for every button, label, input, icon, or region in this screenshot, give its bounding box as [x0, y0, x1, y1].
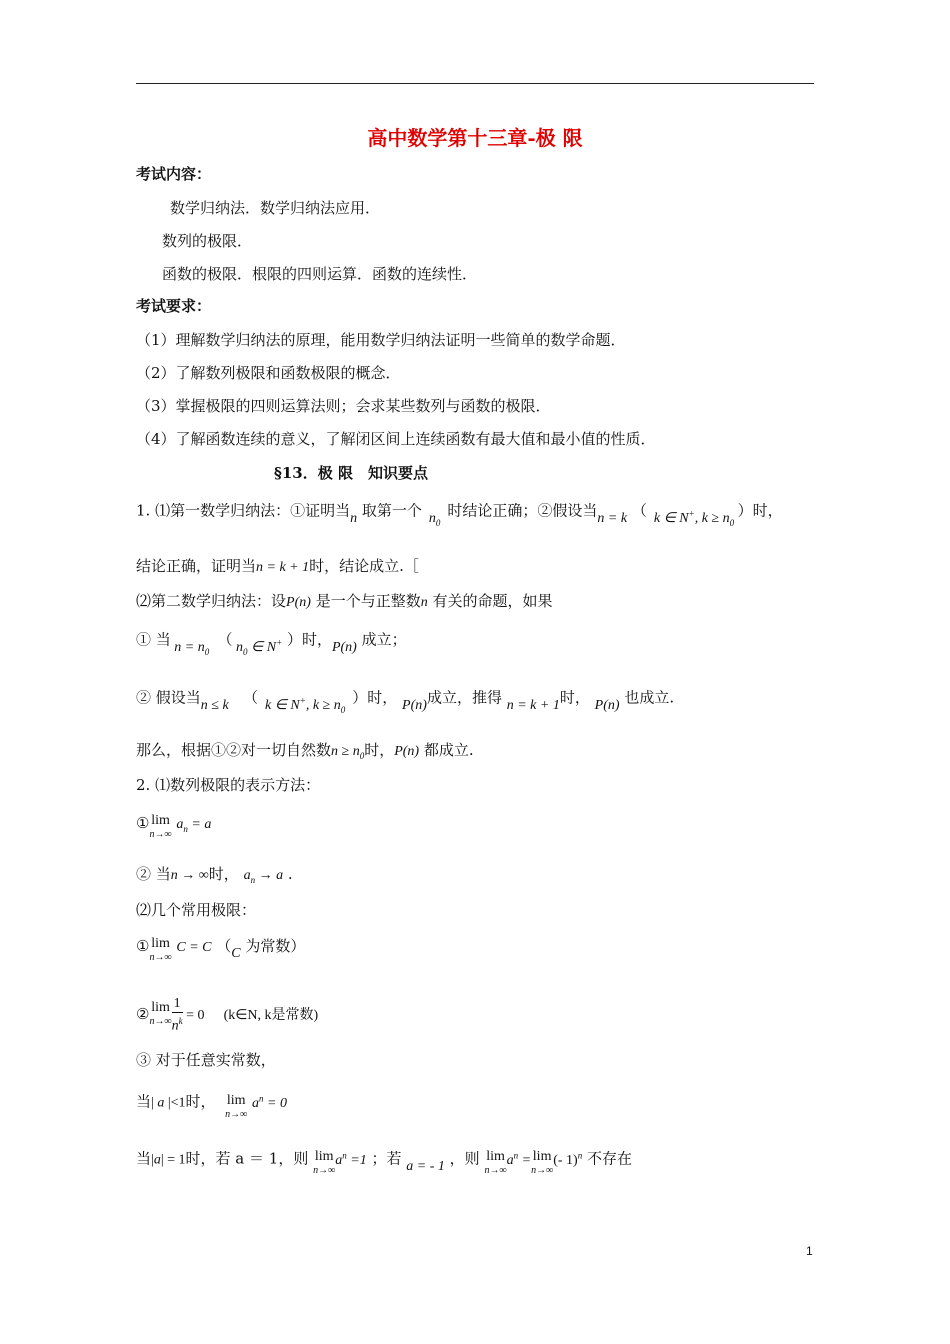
math-k-cond: k ∈ N+, $k \ge n_0$	[258, 695, 346, 715]
text: ⑵第二数学归纳法：设	[136, 592, 287, 610]
text: 当	[136, 1149, 152, 1168]
text: 也成立.	[624, 688, 675, 707]
text: ）时，	[737, 501, 783, 520]
text: （	[216, 937, 232, 955]
page-number: 1	[806, 1244, 813, 1258]
item2-line-5	[136, 936, 305, 963]
item2-line-6	[136, 995, 318, 1035]
item2-line-7: ③ 对于任意实常数，	[136, 1051, 276, 1069]
math-n0-cond: $n_0$ ∈ N+	[232, 637, 283, 657]
math-abs-a-eq-1: |a| = 1	[151, 1152, 186, 1168]
limit-expression: lim n→∞	[149, 813, 172, 840]
text: 时，	[208, 865, 239, 883]
knowledge-heading: §13．极 限 知识要点	[274, 464, 428, 482]
text: 时，结论成立.［	[309, 557, 419, 575]
item2-line-4: ⑵几个常用极限：	[136, 901, 257, 919]
text: ，则	[449, 1149, 480, 1168]
text: 时，若 a ＝ 1，则	[185, 1149, 309, 1168]
text: （	[631, 501, 647, 520]
math-C: C	[231, 946, 241, 961]
text: ①	[136, 814, 150, 832]
math-Pn: P(n)	[594, 697, 620, 713]
item2-line-2	[136, 813, 211, 840]
text: 取第一个	[361, 501, 422, 520]
header-rule	[136, 83, 814, 84]
math-Pn: P(n)	[331, 639, 357, 655]
requirement-2: （2）了解数列极限和函数极限的概念．	[136, 364, 401, 382]
text: 都成立.	[423, 741, 474, 759]
limit-expression: lim n→∞	[149, 936, 172, 963]
math-an: $a^n$ =	[506, 1150, 532, 1168]
math-C-eq-C: C = C	[176, 940, 212, 955]
page-title: 高中数学第十三章-极 限	[367, 126, 583, 150]
math-a-eq-neg1: a = - 1	[406, 1158, 445, 1174]
math-an-eq-a: $a_n = a$	[176, 817, 212, 834]
requirement-4: （4）了解函数连续的意义，了解闭区间上连续函数有最大值和最小值的性质．	[136, 430, 656, 448]
limit-expression: lim n→∞	[484, 1149, 507, 1176]
math-an-eq-0: $a^n = 0$	[252, 1093, 287, 1111]
text: ①	[136, 937, 150, 955]
text: 有关的命题，如果	[432, 592, 553, 610]
math-k-note: (k∈N, k是常数)	[223, 1007, 319, 1023]
limit-expression: lim n→∞	[225, 1093, 248, 1120]
text: ②	[136, 1004, 150, 1023]
text: 是一个与正整数	[315, 592, 421, 610]
text: 1. ⑴第一数学归纳法：①证明当	[136, 501, 351, 520]
text: 不存在	[586, 1149, 632, 1168]
text: ② 当	[136, 865, 171, 883]
text: ② 假设当	[136, 688, 201, 707]
requirements-heading: 考试要求：	[136, 297, 212, 315]
math-n-eq-k1: n = k + 1	[256, 560, 310, 575]
math-n-to-inf: n → ∞	[170, 868, 209, 883]
item2-line-1: 2. ⑴数列极限的表示方法：	[136, 776, 321, 794]
math-n-eq-k: n = k	[597, 510, 628, 526]
fraction-1-over-nk: $\frac{1}{n^k}$	[171, 996, 183, 1034]
text: 时，	[185, 1092, 216, 1111]
math-n-ge-n0: $n \ge n_0$	[331, 744, 365, 761]
item1-line-5	[136, 684, 674, 713]
text: ；若	[371, 1149, 402, 1168]
content-line-2: 数列的极限．	[162, 232, 253, 250]
math-Pn: P(n)	[402, 697, 427, 713]
item1-line-3	[136, 591, 553, 613]
math-n: n	[350, 510, 358, 526]
content-heading: 考试内容：	[136, 165, 212, 183]
content-line-3: 函数的极限．根限的四则运算．函数的连续性．	[162, 265, 478, 283]
math-n-le-k: n ≤ k	[200, 697, 229, 713]
limit-expression: lim n→∞	[531, 1149, 554, 1176]
math-n-eq-n0: $n = n_0$	[170, 639, 210, 657]
math-n: n	[420, 595, 428, 610]
math-n-eq-k1: n = k + 1	[506, 697, 560, 713]
content-line-1: 数学归纳法．数学归纳法应用．	[170, 199, 381, 217]
math-n0: $n_0$	[421, 510, 441, 528]
math-an-eq-1: $a^n =1$	[335, 1150, 367, 1168]
math-k-cond: k ∈ N+, $k \ge n_0$	[646, 508, 735, 528]
requirement-3: （3）掌握极限的四则运算法则；会求某些数列与函数的极限．	[136, 397, 551, 415]
item1-line-2	[136, 556, 419, 578]
math-abs-a-lt-1: | a |<1	[151, 1095, 186, 1111]
item2-line-8	[136, 1088, 287, 1120]
requirement-1: （1）理解数学归纳法的原理，能用数学归纳法证明一些简单的数学命题．	[136, 331, 626, 349]
text: ）时，	[352, 688, 398, 707]
text: （	[217, 630, 233, 649]
text: 为常数）	[245, 937, 306, 955]
item2-line-9	[136, 1145, 632, 1176]
limit-expression: lim n→∞	[313, 1149, 336, 1176]
math-eq-0: = 0	[182, 1007, 205, 1023]
text: 那么，根据①②对一切自然数	[136, 741, 332, 759]
item1-line-6	[136, 740, 474, 766]
item1-line-4	[136, 626, 407, 655]
text: 时，	[364, 741, 395, 759]
text: 成立，推得	[426, 688, 502, 707]
math-neg1-pow-n: (- 1)$^n$	[553, 1150, 583, 1168]
math-an-to-a: $a_n \to a$	[243, 868, 284, 885]
math-Pn: P(n)	[394, 744, 420, 759]
text: 当	[136, 1092, 152, 1111]
math-Pn: P(n)	[286, 595, 311, 610]
text: 结论正确，证明当	[136, 557, 257, 575]
text: 成立；	[361, 630, 407, 649]
text: ）时，	[286, 630, 332, 649]
text: 时结论正确；②假设当	[447, 501, 598, 520]
text: ① 当	[136, 630, 171, 649]
limit-expression: lim n→∞	[149, 1000, 172, 1027]
text: （	[243, 688, 259, 707]
item2-line-3: ② 当n → ∞时， $a_n \to a$ .	[136, 865, 293, 885]
item1-line-1	[136, 497, 783, 526]
text: 时，	[559, 688, 590, 707]
